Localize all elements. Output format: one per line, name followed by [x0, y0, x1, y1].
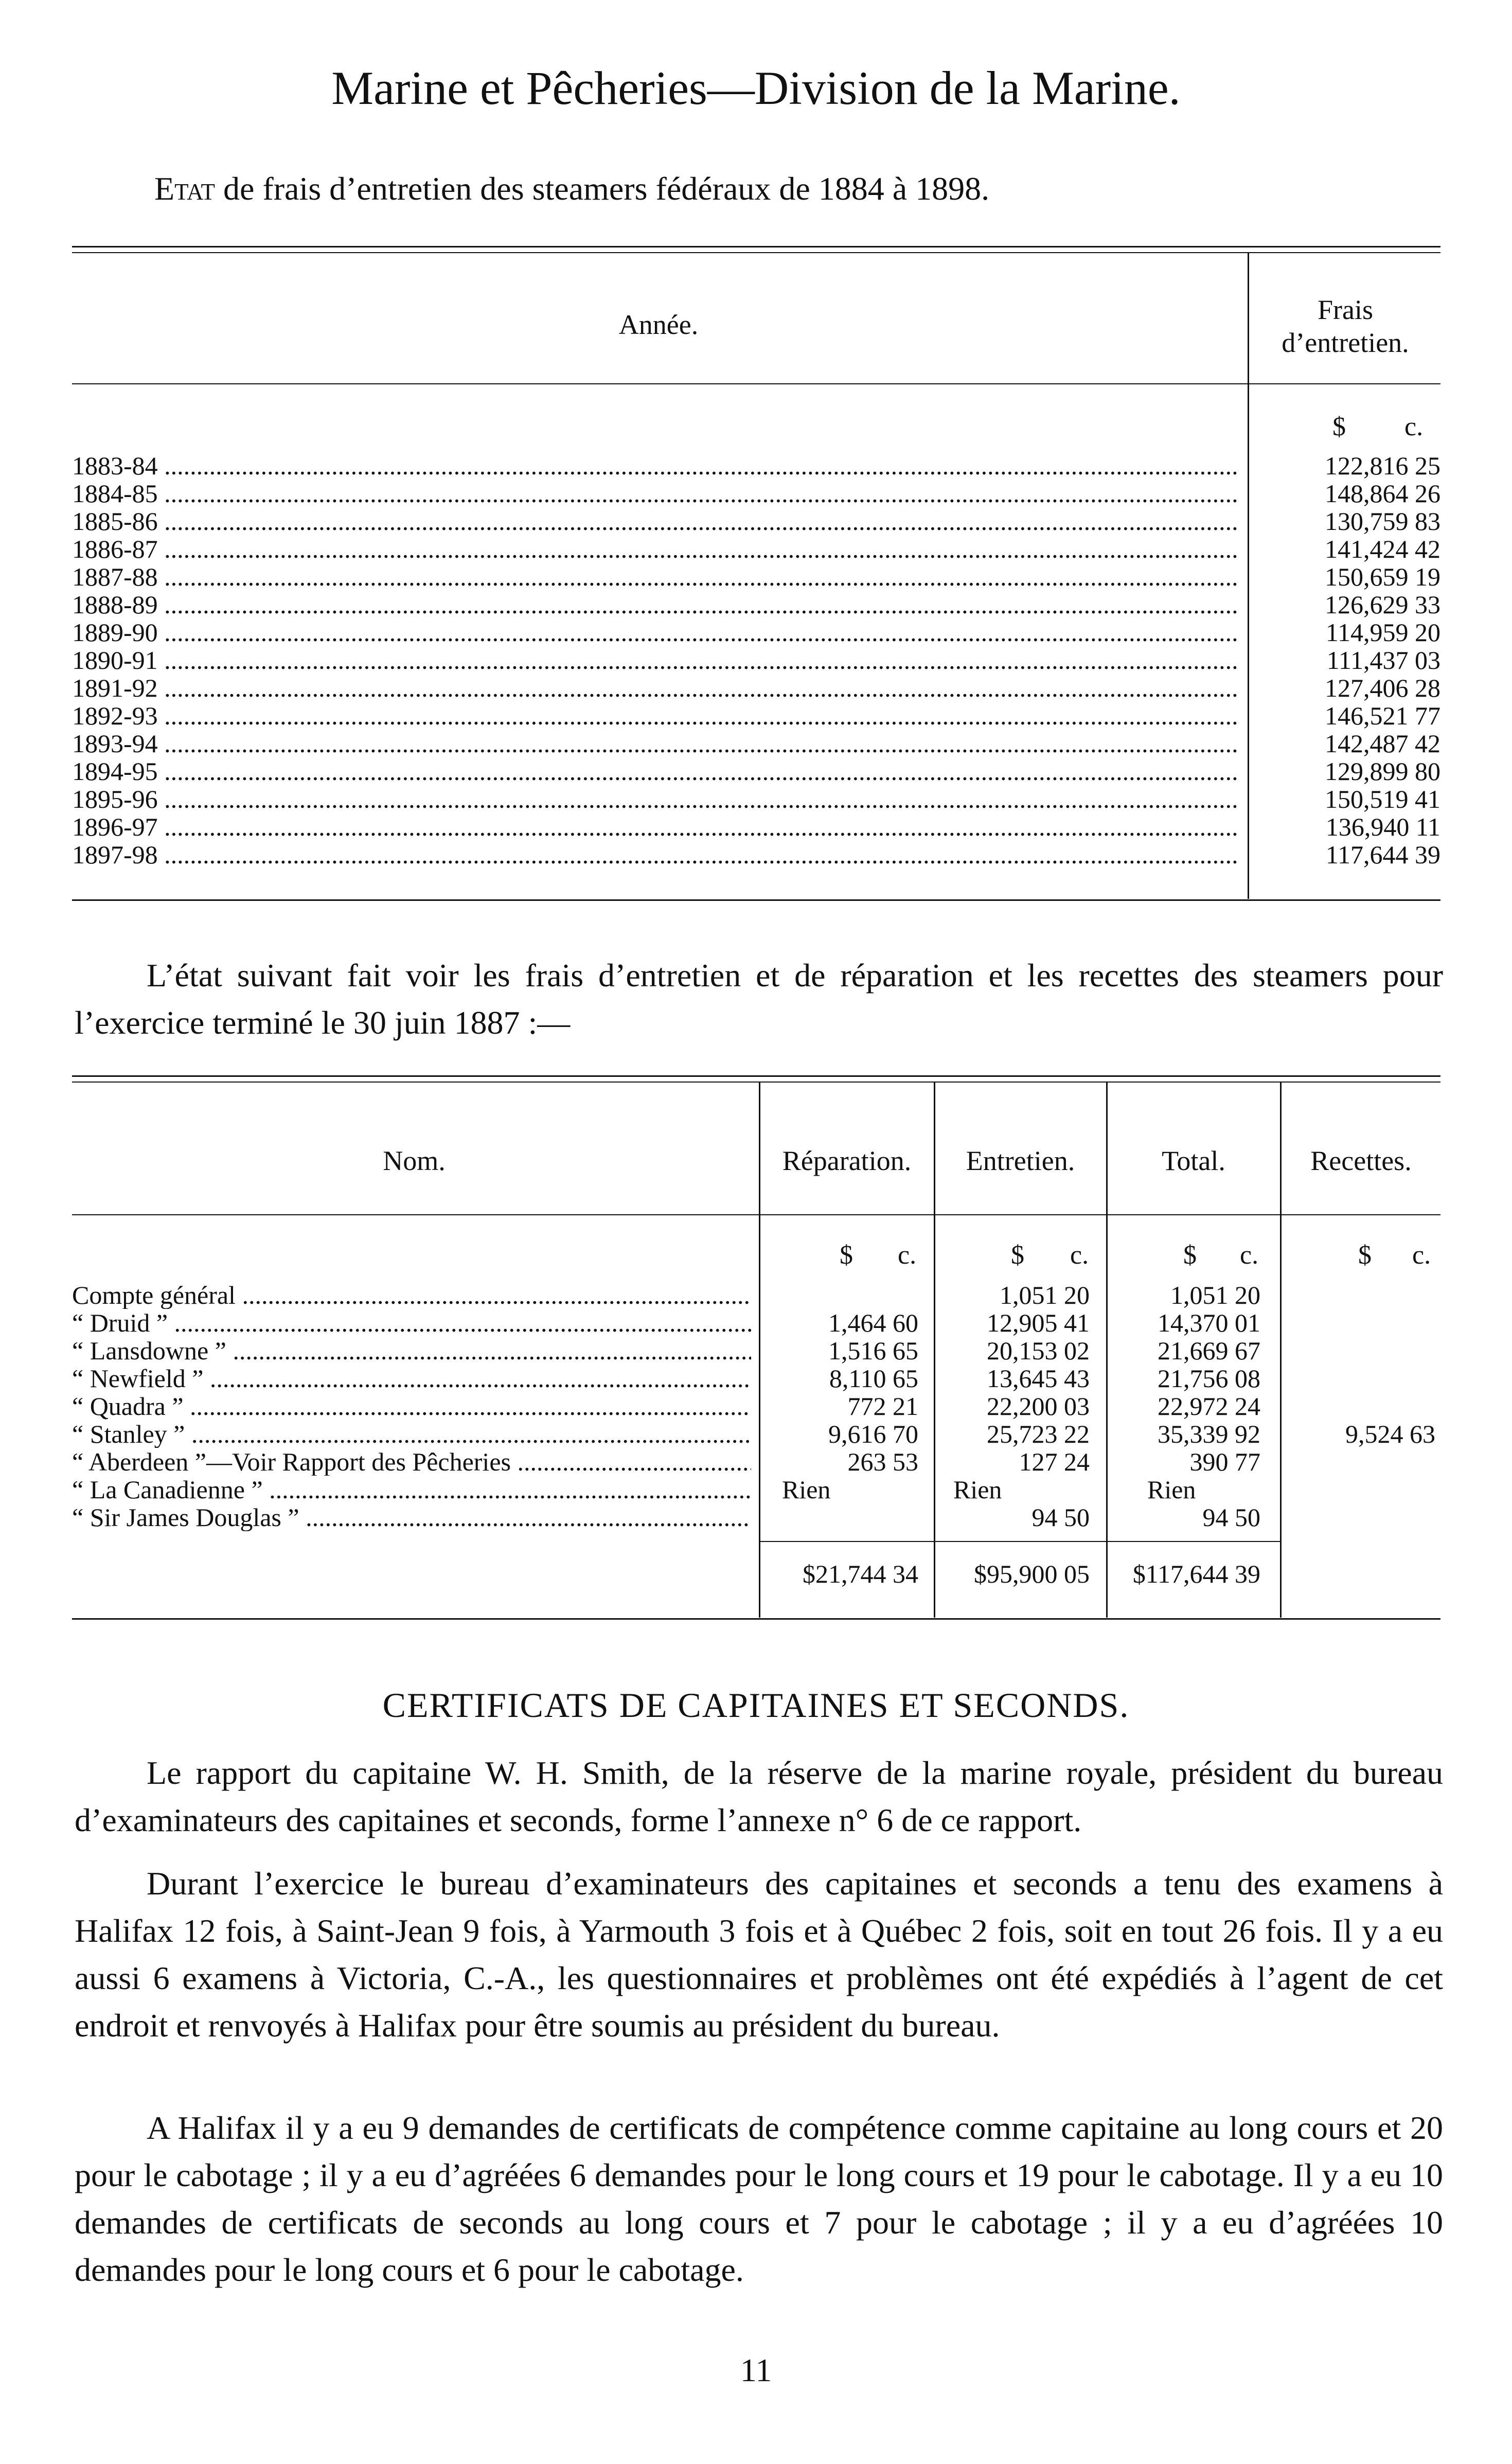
row-entretien: 20,153 02	[987, 1336, 1090, 1365]
table1-row	[72, 674, 1440, 702]
paragraph-2: Durant l’exercice le bureau d’examinateurs des capitaines et seconds a tenu des examens à Halifax 12 fois, à Saint-Jean 9 fois, à Yarmouth 3 fois et à Québec 2 fois, soit en tout 26 fois. Il y a eu aussi 6 examens à Victoria, C.-A., les questionnaires et problèmes ont été expédiés à l’agent de cet endroit et renvoyés à Halifax pour être soumis au président du bureau.	[75, 1865, 1443, 2044]
row-year: 1884-85 .....	[72, 480, 1240, 507]
table2-row	[72, 1337, 1440, 1364]
row-total: 35,339 92	[1158, 1420, 1260, 1448]
row-reparation: 8,110 65	[829, 1364, 918, 1393]
row-year: 1896-97 .....	[72, 813, 1240, 841]
row-year: 1885-86 .....	[72, 507, 1240, 535]
table1-header-year: Année.	[618, 309, 699, 340]
table1-row	[72, 730, 1440, 757]
row-amount: 146,521 77	[1325, 701, 1440, 730]
row-entretien: 22,200 03	[987, 1392, 1090, 1421]
row-reparation: 9,616 70	[828, 1420, 918, 1448]
table1-row	[72, 813, 1440, 841]
row-year: 1883-84 .....	[72, 452, 1240, 480]
table1-row	[72, 841, 1440, 868]
table1-row	[72, 646, 1440, 674]
table2-row	[72, 1503, 1440, 1531]
row-amount: 127,406 28	[1325, 673, 1440, 702]
t2-unit-dollar: $	[840, 1240, 853, 1270]
row-total: 21,756 08	[1158, 1364, 1260, 1393]
t2-unit-dollar: $	[1358, 1240, 1372, 1270]
table2-row	[72, 1448, 1440, 1476]
row-entretien: 12,905 41	[987, 1308, 1090, 1337]
row-amount: 114,959 20	[1325, 618, 1440, 647]
row-entretien: Rien	[953, 1475, 1002, 1504]
row-entretien: 94 50	[1031, 1503, 1090, 1532]
total-total: $117,644 39	[1132, 1559, 1260, 1588]
row-year: 1889-90 .....	[72, 618, 1240, 646]
row-year: 1893-94 .....	[72, 730, 1240, 757]
row-year: 1887-88 .....	[72, 563, 1240, 591]
row-total: 21,669 67	[1158, 1336, 1260, 1365]
row-nom: “ Aberdeen ”—Voir Rapport des Pêcheries .....	[72, 1448, 751, 1476]
row-nom: “ Sir James Douglas ” .....	[72, 1503, 751, 1531]
row-amount: 130,759 83	[1325, 507, 1440, 536]
row-total: 1,051 20	[1170, 1281, 1260, 1309]
t2-unit-dollar: $	[1183, 1240, 1197, 1270]
row-year: 1888-89 .....	[72, 591, 1240, 618]
table1-row	[72, 785, 1440, 813]
row-reparation: 263 53	[847, 1447, 918, 1476]
table2-row	[72, 1420, 1440, 1448]
row-nom: Compte général .....	[72, 1281, 751, 1309]
table2-header-entretien: Entretien.	[966, 1145, 1075, 1176]
row-total: Rien	[1147, 1475, 1196, 1504]
table1-row	[72, 757, 1440, 785]
row-amount: 126,629 33	[1325, 590, 1440, 619]
table1-caption	[154, 170, 989, 208]
row-year: 1890-91 .....	[72, 646, 1240, 674]
row-nom: “ Druid ” .....	[72, 1309, 751, 1337]
table2-total-rule	[760, 1541, 1280, 1542]
row-entretien: 127 24	[1019, 1447, 1090, 1476]
page-title: Marine et Pêcheries—Division de la Marine.	[331, 62, 1181, 114]
t2-unit-cent: c.	[1240, 1240, 1259, 1270]
table1-row	[72, 618, 1440, 646]
table1-header-frais	[1250, 293, 1440, 359]
section-title: CERTIFICATS DE CAPITAINES ET SECONDS.	[382, 1686, 1130, 1725]
row-amount: 136,940 11	[1325, 812, 1440, 841]
table1-bottom-rule	[72, 899, 1440, 901]
table2-header-total: Total.	[1162, 1145, 1225, 1176]
row-entretien: 25,723 22	[987, 1420, 1090, 1448]
row-amount: 150,659 19	[1325, 562, 1440, 591]
intro-paragraph: L’état suivant fait voir les frais d’entretien et de réparation et les recettes des steamers pour l’exercice terminé le 30 juin 1887 :—	[75, 957, 1443, 1041]
row-total: 94 50	[1202, 1503, 1260, 1532]
row-reparation: 1,464 60	[828, 1308, 918, 1337]
header-frais-line2: d’entretien.	[1282, 327, 1409, 358]
table2-header-nom: Nom.	[383, 1145, 446, 1176]
row-amount: 150,519 41	[1325, 785, 1440, 813]
t2-unit-cent: c.	[1070, 1240, 1089, 1270]
row-amount: 117,644 39	[1325, 840, 1440, 869]
table2-row	[72, 1309, 1440, 1337]
paragraph-3: A Halifax il y a eu 9 demandes de certificats de compétence comme capitaine au long cours et 20 pour le cabotage ; il y a eu d’agréées 6 demandes pour le long cours et 19 pour le cabotage. Il y a eu 10 demandes de certificats de seconds au long cours et 7 pour le cabotage ; il y a eu d’agréées 10 demandes pour le long cours et 6 pour le cabotage.	[75, 2110, 1443, 2288]
total-reparation: $21,744 34	[803, 1559, 918, 1588]
table2-header-recettes: Recettes.	[1310, 1145, 1412, 1176]
row-nom: “ Stanley ” .....	[72, 1420, 751, 1448]
table2-row	[72, 1476, 1440, 1503]
row-total: 14,370 01	[1158, 1308, 1260, 1337]
row-total: 22,972 24	[1158, 1392, 1260, 1421]
row-amount: 122,816 25	[1325, 451, 1440, 480]
row-reparation: 772 21	[847, 1392, 918, 1421]
row-entretien: 13,645 43	[987, 1364, 1090, 1393]
row-year: 1897-98 .....	[72, 841, 1240, 868]
table1-row	[72, 563, 1440, 591]
table1-unit-cent: c.	[1404, 412, 1424, 441]
row-nom: “ Lansdowne ” .....	[72, 1337, 751, 1364]
row-nom: “ La Canadienne ” .....	[72, 1476, 751, 1503]
row-amount: 129,899 80	[1325, 757, 1440, 786]
total-entretien: $95,900 05	[974, 1559, 1090, 1588]
table2-row	[72, 1364, 1440, 1392]
row-amount: 141,424 42	[1325, 535, 1440, 563]
row-year: 1891-92 .....	[72, 674, 1240, 702]
table1-top-rule-2	[72, 252, 1440, 253]
table1-row	[72, 535, 1440, 563]
paragraph-1: Le rapport du capitaine W. H. Smith, de la réserve de la marine royale, président du bureau d’examinateurs des capitaines et seconds, forme l’annexe n° 6 de ce rapport.	[75, 1754, 1443, 1838]
table2-top-rule	[72, 1075, 1440, 1077]
t2-unit-dollar: $	[1011, 1240, 1024, 1270]
t2-unit-cent: c.	[1412, 1240, 1431, 1270]
header-frais-line1: Frais	[1318, 294, 1373, 325]
row-amount: 148,864 26	[1325, 479, 1440, 508]
table2-top-rule-2	[72, 1082, 1440, 1083]
row-entretien: 1,051 20	[1000, 1281, 1090, 1309]
table2-header-reparation: Réparation.	[782, 1145, 912, 1176]
caption-lead-word: Etat	[154, 170, 215, 207]
row-amount: 111,437 03	[1326, 646, 1440, 675]
row-year: 1886-87 .....	[72, 535, 1240, 563]
row-reparation: 1,516 65	[828, 1336, 918, 1365]
row-year: 1895-96 .....	[72, 785, 1240, 813]
row-total: 390 77	[1189, 1447, 1260, 1476]
table1-unit-dollar: $	[1332, 412, 1346, 441]
page-number: 11	[740, 2352, 772, 2388]
row-year: 1894-95 .....	[72, 757, 1240, 785]
row-nom: “ Newfield ” .....	[72, 1364, 751, 1392]
table2-row	[72, 1392, 1440, 1420]
row-nom: “ Quadra ” .....	[72, 1392, 751, 1420]
table2-row	[72, 1281, 1440, 1309]
table1-row	[72, 452, 1440, 480]
row-reparation: Rien	[782, 1475, 831, 1504]
row-recettes: 9,524 63	[1345, 1420, 1435, 1448]
table1-row	[72, 591, 1440, 618]
t2-unit-cent: c.	[898, 1240, 917, 1270]
caption-rest: de frais d’entretien des steamers fédéraux de 1884 à 1898.	[215, 170, 990, 207]
table1-top-rule	[72, 246, 1440, 247]
table2-header-rule	[72, 1214, 1440, 1215]
table1-row	[72, 702, 1440, 730]
row-amount: 142,487 42	[1325, 729, 1440, 758]
row-year: 1892-93 .....	[72, 702, 1240, 730]
table1-row	[72, 480, 1440, 507]
table1-row	[72, 507, 1440, 535]
table1-header-rule	[72, 383, 1440, 384]
table2-bottom-rule	[72, 1618, 1440, 1620]
